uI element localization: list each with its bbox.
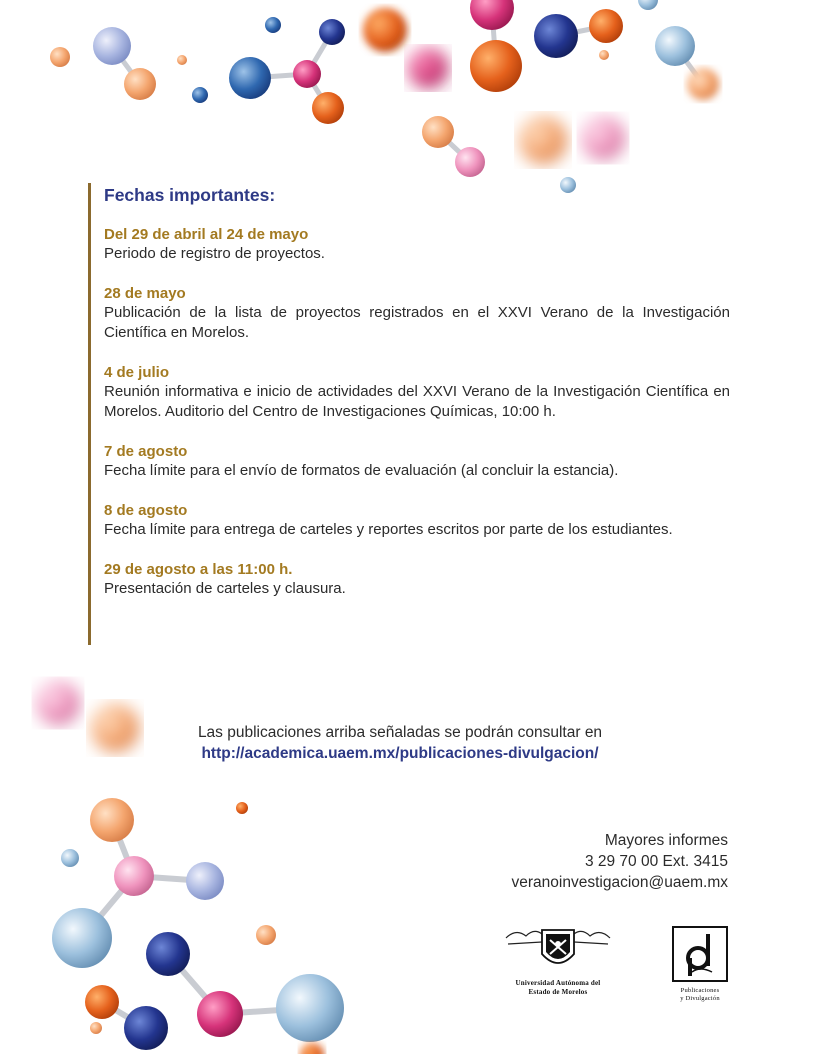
publicaciones-logo <box>668 926 732 1003</box>
event-description: Periodo de registro de proyectos. <box>104 245 325 262</box>
publicaciones-emblem-icon <box>672 926 728 982</box>
contact-info <box>512 830 728 893</box>
publicaciones-logo-line2: y Divulgación <box>680 995 720 1002</box>
uaem-logo <box>500 924 616 997</box>
molecules-top-decoration <box>0 0 813 200</box>
publications-note <box>0 722 800 764</box>
section-title: Fechas importantes: <box>104 185 276 205</box>
event-description: Presentación de carteles y clausura. <box>104 580 346 597</box>
event-item <box>104 501 730 540</box>
event-description: Fecha límite para el envío de formatos de evaluación (al concluir la estancia). <box>104 462 619 479</box>
event-date: 4 de julio <box>104 364 170 381</box>
contact-phone: 3 29 70 00 Ext. 3415 <box>584 853 728 870</box>
event-item <box>104 363 730 422</box>
contact-email: veranoinvestigacion@uaem.mx <box>511 874 728 891</box>
important-dates-section <box>88 183 730 645</box>
event-date: 28 de mayo <box>104 285 186 302</box>
event-date: 29 de agosto a las 11:00 h. <box>104 561 293 578</box>
publicaciones-logo-line1: Publicaciones <box>680 987 720 994</box>
event-description: Reunión informativa e inicio de actividades del XXVI Verano de la Investigación Científica en Morelos. Auditorio del Centro de Investigaciones Químicas, 10:00 h. <box>104 383 730 420</box>
event-description: Publicación de la lista de proyectos registrados en el XXVI Verano de la Investigación Científica en Morelos. <box>104 304 730 341</box>
event-date: Del 29 de abril al 24 de mayo <box>104 226 309 243</box>
publications-link[interactable]: http://academica.uaem.mx/publicaciones-divulgacion/ <box>201 745 599 762</box>
event-date: 7 de agosto <box>104 443 188 460</box>
uaem-crest-icon <box>504 924 612 974</box>
uaem-logo-line1: Universidad Autónoma del <box>515 979 601 987</box>
event-item <box>104 560 730 599</box>
event-description: Fecha límite para entrega de carteles y reportes escritos por parte de los estudiantes. <box>104 521 673 538</box>
event-item <box>104 284 730 343</box>
event-item <box>104 225 730 264</box>
contact-heading: Mayores informes <box>604 832 728 849</box>
uaem-logo-line2: Estado de Morelos <box>528 988 588 996</box>
event-item <box>104 442 730 481</box>
event-date: 8 de agosto <box>104 502 188 519</box>
publications-text: Las publicaciones arriba señaladas se podrán consultar en <box>197 724 603 741</box>
